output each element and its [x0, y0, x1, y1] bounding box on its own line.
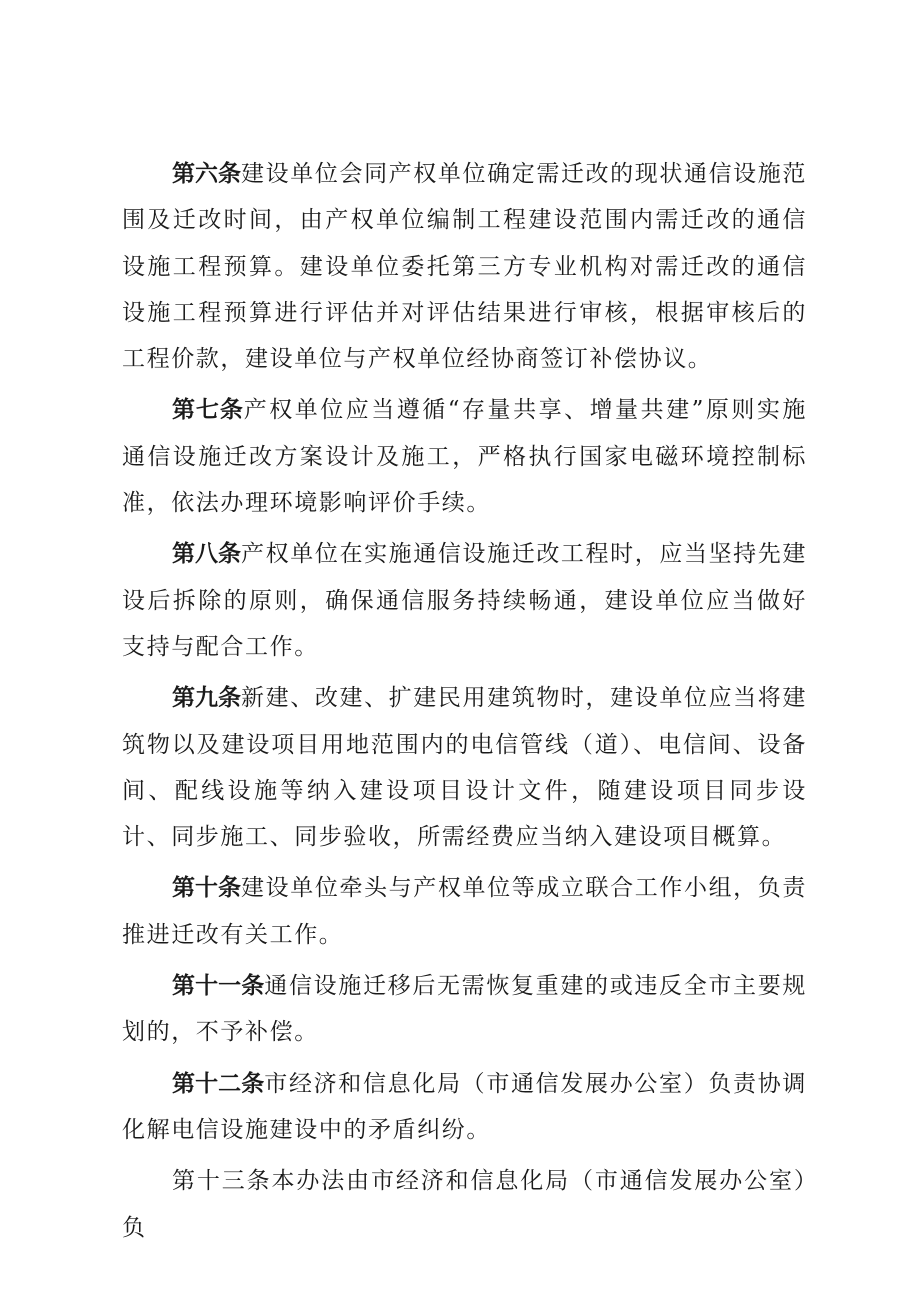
- article-label: 第十条: [172, 875, 242, 902]
- article-12: [122, 1061, 807, 1154]
- article-11: [122, 963, 807, 1056]
- article-label: 第九条: [172, 685, 242, 712]
- article-text: 建设单位牵头与产权单位等成立联合工作小组，负责推进迁改有关工作。: [122, 875, 807, 948]
- article-text: 新建、改建、扩建民用建筑物时，建设单位应当将建筑物以及建设项目用地范围内的电信管线（道）、电信间、设备间、配线设施等纳入建设项目设计文件，随建设项目同步设计、同步施工、同步验收，所需经费应当纳入建设项目概算。: [122, 685, 807, 851]
- article-label: 第七条: [172, 397, 244, 424]
- article-10: [122, 865, 807, 958]
- article-text: 通信设施迁移后无需恢复重建的或违反全市主要规划的，不予补偿。: [122, 973, 808, 1046]
- article-text: 产权单位应当遵循“存量共享、增量共建”原则实施通信设施迁改方案设计及施工，严格执行国家电磁环境控制标准，依法办理环境影响评价手续。: [122, 397, 808, 517]
- article-text: 产权单位在实施通信设施迁改工程时，应当坚持先建设后拆除的原则，确保通信服务持续畅通，建设单位应当做好支持与配合工作。: [122, 541, 807, 660]
- article-label: 第十三条: [172, 1168, 272, 1195]
- article-text: 市经济和信息化局（市通信发展办公室）负责协调化解电信设施建设中的矛盾纠纷。: [122, 1070, 808, 1143]
- article-13: [122, 1158, 807, 1251]
- article-label: 第十二条: [172, 1070, 265, 1097]
- article-label: 第六条: [172, 161, 242, 187]
- article-6: [122, 151, 807, 382]
- article-9: [122, 675, 807, 860]
- article-label: 第十一条: [172, 973, 265, 1000]
- article-text: 本办法由市经济和信息化局（市通信发展办公室）负: [122, 1168, 808, 1241]
- article-label: 第八条: [172, 541, 242, 568]
- document-page: [122, 151, 807, 1256]
- article-text: 建设单位会同产权单位确定需迁改的现状通信设施范围及迁改时间，由产权单位编制工程建设范围内需迁改的通信设施工程预算。建设单位委托第三方专业机构对需迁改的通信设施工程预算进行评估并对评估结果进行审核，根据审核后的工程价款，建设单位与产权单位经协商签订补偿协议。: [122, 161, 807, 373]
- article-7: [122, 387, 807, 526]
- article-8: [122, 531, 807, 670]
